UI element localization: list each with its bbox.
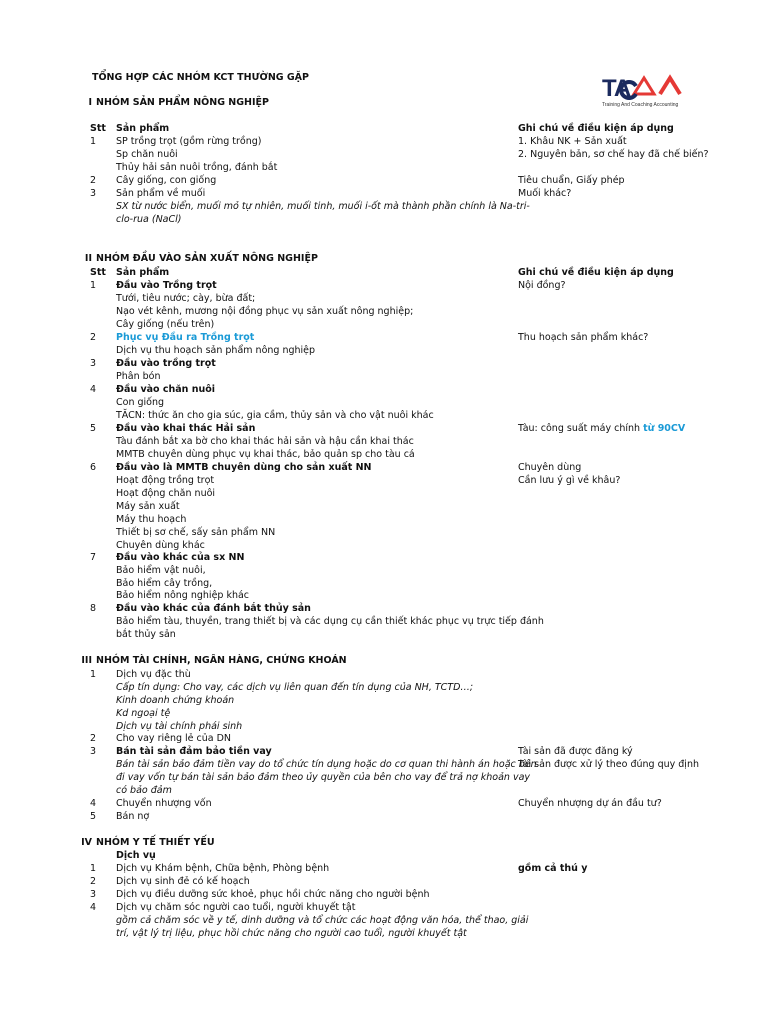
list-item: Bảo hiểm nông nghiệp khác: [116, 590, 250, 601]
list-item: có bảo đảm: [116, 785, 172, 796]
list-item: Dịch vụ thu hoạch sản phẩm nông nghiệp: [116, 345, 316, 356]
note-text: Cần lưu ý gì về khâu?: [518, 475, 621, 486]
note-header: Ghi chú về điều kiện áp dụng: [518, 267, 674, 278]
note-text: Muối khác?: [518, 188, 572, 199]
note-text: Tiêu chuẩn, Giấy phép: [518, 175, 625, 186]
list-item: 8 Đầu vào khác của đánh bắt thủy sản: [90, 603, 311, 614]
stt-header: Stt: [90, 267, 106, 278]
note-header: Ghi chú về điều kiện áp dụng: [518, 123, 674, 134]
list-item: 1 Dịch vụ đặc thù: [90, 669, 191, 680]
taca-logo: [600, 74, 690, 110]
note-text: Tàu: công suất máy chính từ 90CV: [518, 423, 686, 434]
stt-header: Stt: [90, 123, 106, 134]
list-item: Dịch vụ tài chính phái sinh: [116, 721, 243, 732]
note-text: 2. Nguyên bản, sơ chế hay đã chế biến?: [518, 149, 709, 160]
list-item: 4 Dịch vụ chăm sóc người cao tuổi, người khuyết tật: [90, 902, 356, 913]
list-item: Kinh doanh chứng khoán: [116, 695, 235, 706]
list-item: Bảo hiểm vật nuôi,: [116, 565, 206, 576]
list-item: Tưới, tiêu nước; cày, bừa đất;: [116, 293, 256, 304]
note-text: Tài sản được xử lý theo đúng quy định: [518, 759, 699, 770]
note-text: Tài sản đã được đăng ký: [518, 746, 633, 757]
list-item: 2 Cây giống, con giống: [90, 175, 217, 186]
list-item: Chuyên dùng khác: [116, 540, 205, 551]
list-item: Hoạt động trồng trọt: [116, 475, 215, 486]
list-item: SX từ nước biển, muối mỏ tự nhiên, muối tinh, muối i-ốt mà thành phần chính là Na-tri-: [116, 201, 530, 212]
note-text: Chuyên dùng: [518, 462, 582, 473]
list-item: clo-rua (NaCl): [116, 214, 182, 225]
note-text: 1. Khâu NK + Sản xuất: [518, 136, 627, 147]
list-item: Thiết bị sơ chế, sấy sản phẩm NN: [116, 527, 276, 538]
list-item: MMTB chuyên dùng phục vụ khai thác, bảo quản sp cho tàu cá: [116, 449, 415, 460]
list-item: 3 Bán tài sản đảm bảo tiền vay: [90, 746, 272, 757]
list-item: 2 Dịch vụ sinh đẻ có kế hoạch: [90, 876, 250, 887]
note-text: Chuyển nhượng dự án đầu tư?: [518, 798, 662, 809]
list-item: Tàu đánh bắt xa bờ cho khai thác hải sản và hậu cần khai thác: [116, 436, 414, 447]
list-item: 6 Đầu vào là MMTB chuyên dùng cho sản xuất NN: [90, 462, 372, 473]
section-heading: II NHÓM ĐẦU VÀO SẢN XUẤT NÔNG NGHIỆP: [84, 253, 318, 264]
list-item: Con giống: [116, 397, 165, 408]
product-header: Sản phẩm: [116, 123, 170, 134]
list-item: 2 Phục vụ Đầu ra Trồng trọt: [90, 332, 255, 343]
list-item: Bán tài sản bảo đảm tiền vay do tổ chức tín dụng hoặc do cơ quan thi hành án hoặc bên: [116, 759, 537, 770]
highlight-text: từ 90CV: [643, 423, 686, 434]
list-item: 1 Dịch vụ Khám bệnh, Chữa bệnh, Phòng bệnh: [90, 863, 330, 874]
section-heading: I NHÓM SẢN PHẨM NÔNG NGHIỆP: [88, 97, 269, 108]
page-title: TỔNG HỢP CÁC NHÓM KCT THƯỜNG GẶP: [92, 72, 310, 83]
list-item: 1 SP trồng trọt (gồm rừng trồng): [90, 136, 262, 147]
note-text: Thu hoạch sản phẩm khác?: [518, 332, 649, 343]
list-item: Cây giống (nếu trên): [116, 319, 215, 330]
section-heading: III NHÓM TÀI CHÍNH, NGÂN HÀNG, CHỨNG KHOÁN: [81, 655, 347, 666]
list-item: 7 Đầu vào khác của sx NN: [90, 552, 245, 563]
list-item: trí, vật lý trị liệu, phục hồi chức năng cho người cao tuổi, người khuyết tật: [116, 928, 467, 939]
logo-tagline: Training And Coaching Accounting: [602, 102, 679, 108]
list-item: TĂCN: thức ăn cho gia súc, gia cầm, thủy sản và cho vật nuôi khác: [116, 410, 434, 421]
list-item: gồm cả chăm sóc về y tế, dinh dưỡng và tổ chức các hoạt động văn hóa, thể thao, giải: [116, 915, 529, 926]
list-item: Nạo vét kênh, mương nội đồng phục vụ sản xuất nông nghiệp;: [116, 306, 414, 317]
list-item: 3 Đầu vào trồng trọt: [90, 358, 216, 369]
list-item: đi vay vốn tự bán tài sản bảo đảm theo ủy quyền của bên cho vay để trả nợ khoản vay: [116, 772, 531, 783]
list-item: Dịch vụ: [116, 850, 156, 861]
list-item: Bảo hiểm tàu, thuyền, trang thiết bị và các dụng cụ cần thiết khác phục vụ trực tiếp đánh: [116, 616, 544, 627]
list-item: 2 Cho vay riêng lẻ của DN: [90, 733, 232, 744]
list-item: Phân bón: [116, 371, 161, 382]
list-item: Cấp tín dụng: Cho vay, các dịch vụ liên quan đến tín dụng của NH, TCTD…;: [116, 682, 474, 693]
list-item: Hoạt động chăn nuôi: [116, 488, 216, 499]
list-item: Máy sản xuất: [116, 501, 180, 512]
list-item: 3 Sản phẩm về muối: [90, 188, 206, 199]
list-item: 4 Chuyển nhượng vốn: [90, 798, 212, 809]
list-item: 1 Đầu vào Trồng trọt: [90, 280, 217, 291]
svg-text:TA: TA: [602, 75, 631, 102]
note-text: gồm cả thú y: [518, 863, 588, 874]
section-heading: IV NHÓM Y TẾ THIẾT YẾU: [81, 837, 215, 848]
list-item: Bảo hiểm cây trồng,: [116, 578, 213, 589]
list-item: Thủy hải sản nuôi trồng, đánh bắt: [116, 162, 278, 173]
note-text: Nội đồng?: [518, 280, 566, 291]
list-item: bắt thủy sản: [116, 629, 176, 640]
list-item: Kd ngoại tệ: [116, 708, 171, 719]
list-item: 5 Bán nợ: [90, 811, 150, 822]
list-item: Sp chăn nuôi: [116, 149, 178, 160]
list-item: 4 Đầu vào chăn nuôi: [90, 384, 216, 395]
list-item: 3 Dịch vụ điều dưỡng sức khoẻ, phục hồi chức năng cho người bệnh: [90, 889, 430, 900]
list-item: Máy thu hoạch: [116, 514, 187, 525]
list-item: 5 Đầu vào khai thác Hải sản: [90, 423, 256, 434]
product-header: Sản phẩm: [116, 267, 170, 278]
